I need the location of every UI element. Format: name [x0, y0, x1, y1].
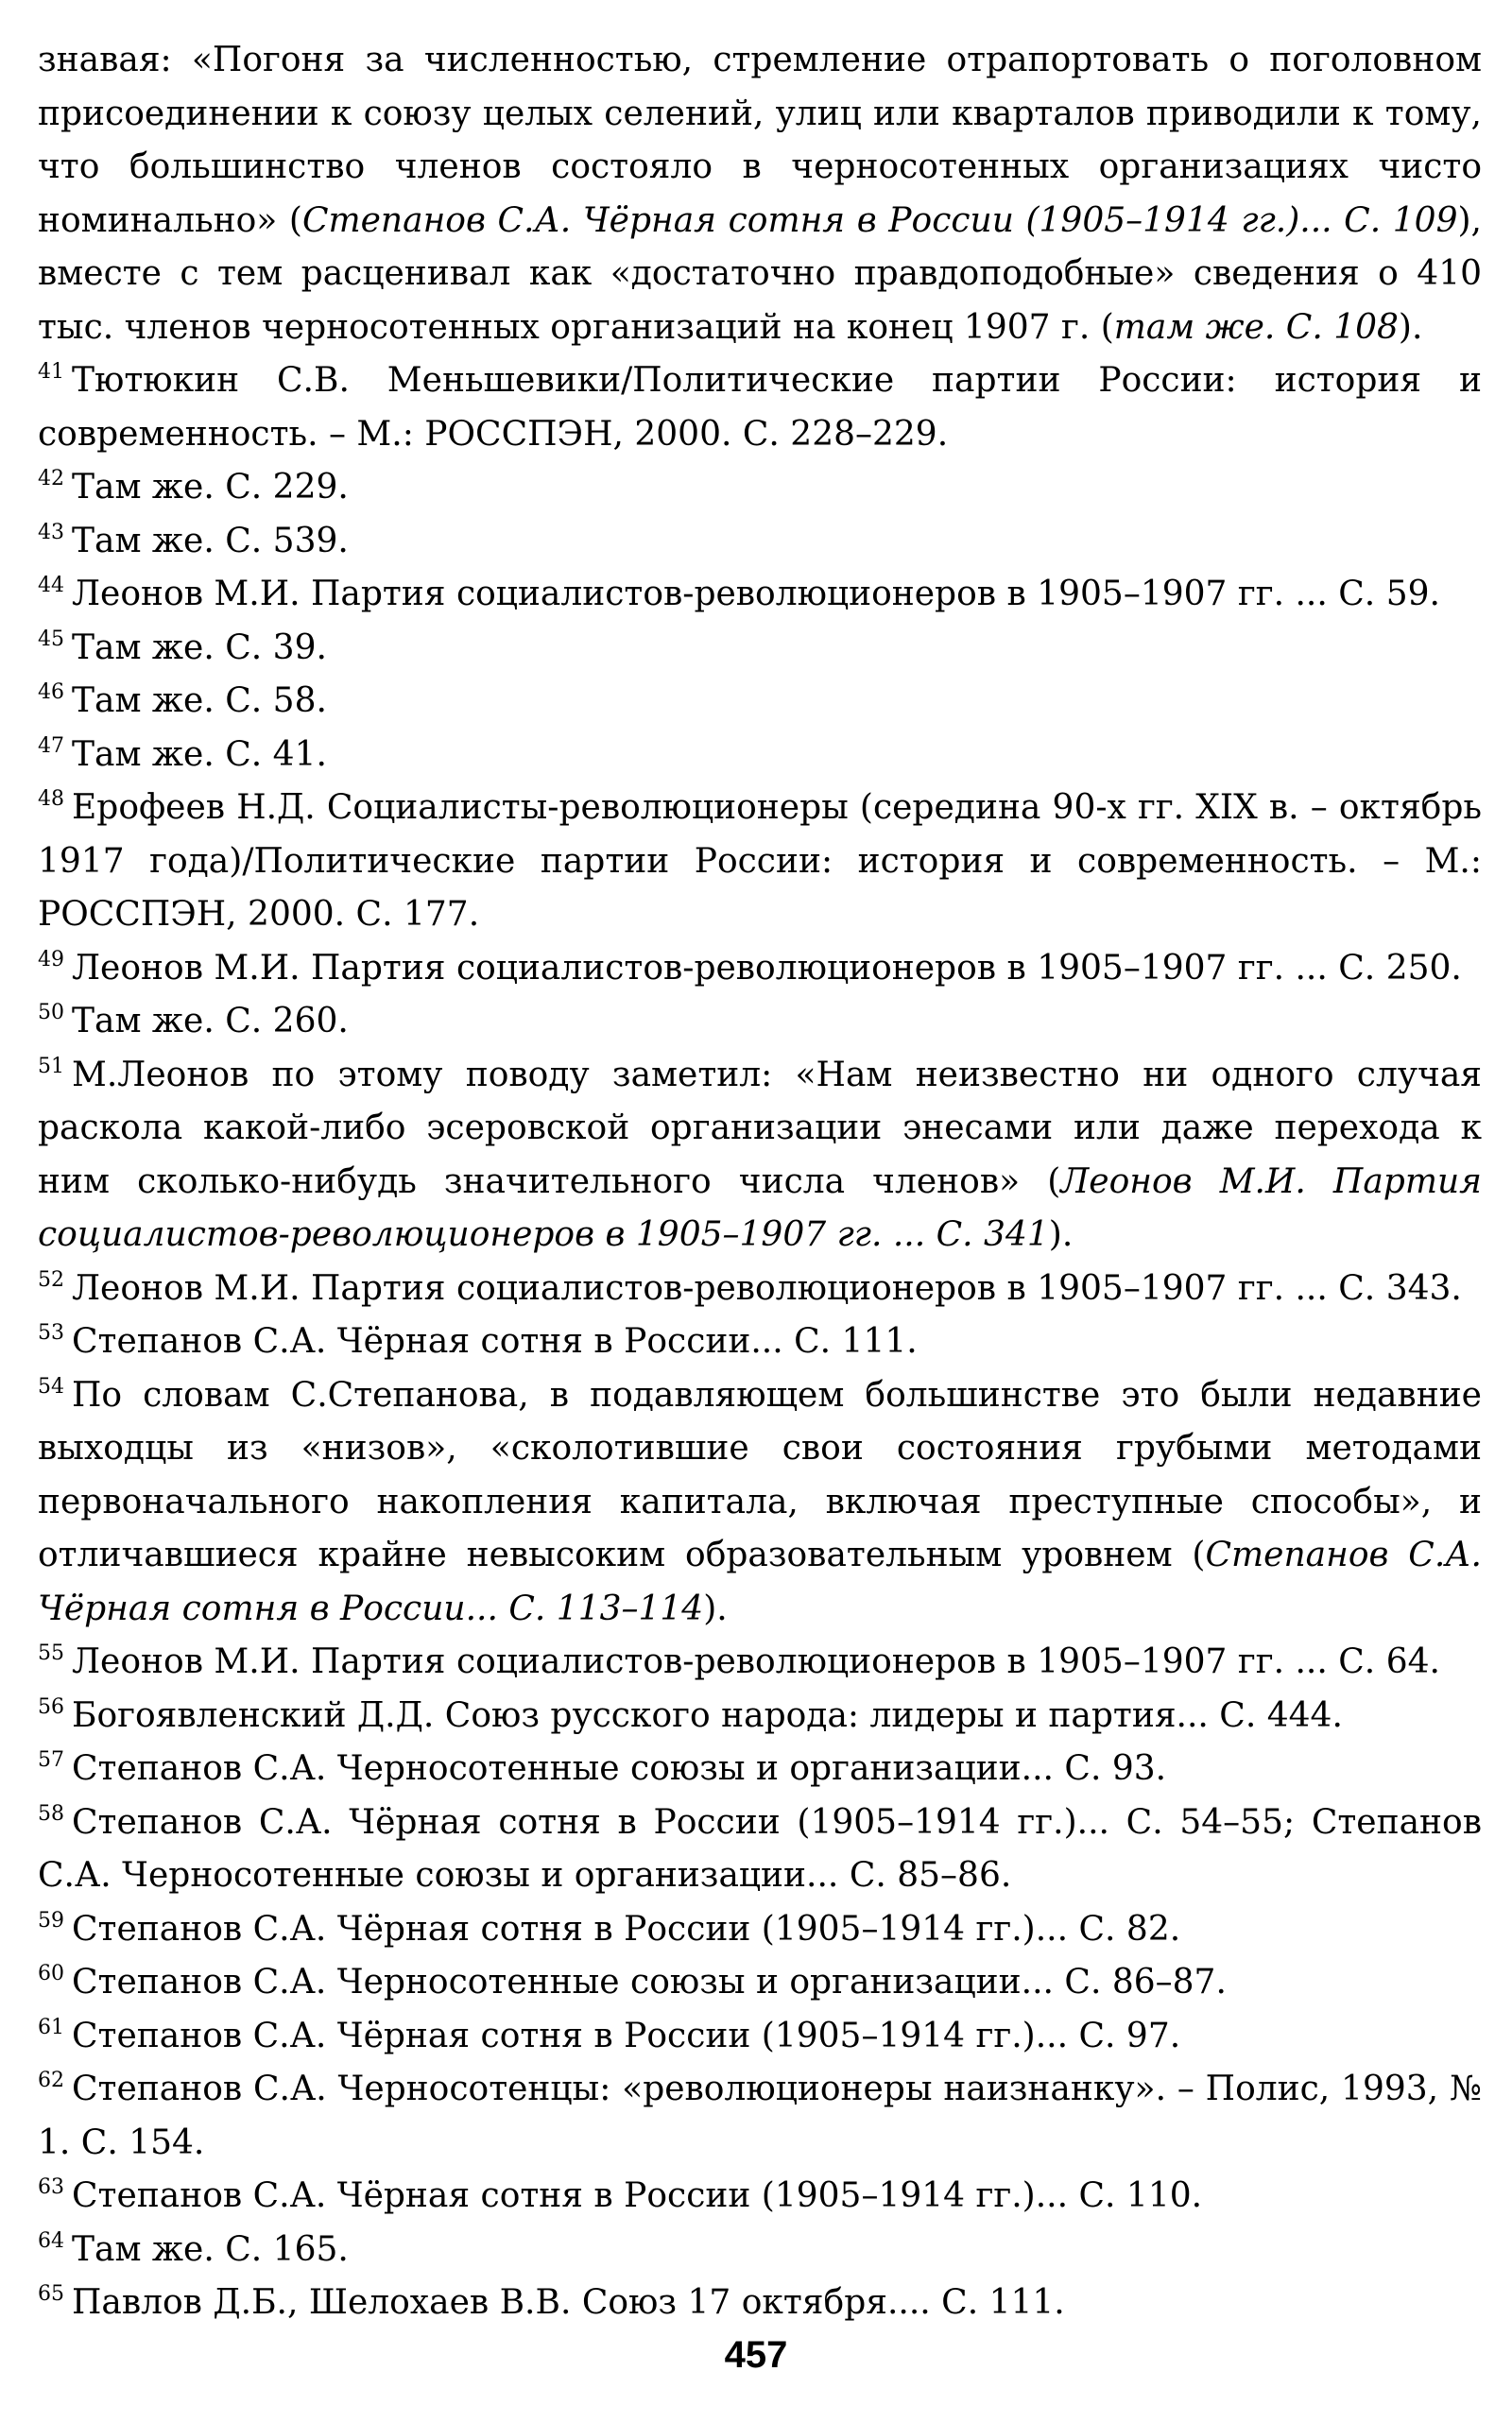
- footnote-51: $^{51}$ М.Леонов по этому поводу заметил: «Нам неизвестно ни одного случая раскола какой-либо эсеровской организации энесами или даже перехода к ним сколько-нибудь значительного числа членов» (Леонов М.И. Партия социалистов-революционеров в 1905–1907 гг. ... С. 341).: [38, 1054, 1482, 1254]
- footnote-number: 62: [38, 2069, 64, 2092]
- footnote-number: 58: [38, 1801, 64, 1826]
- footnote-45: $^{45}$ Там же. С. 39.: [38, 627, 327, 667]
- footnote-number: 53: [38, 1321, 64, 1345]
- citation: Леонов М.И. Партия социалистов-революционеров в 1905–1907 гг. ... С. 341: [38, 1161, 1482, 1254]
- footnote-number: 52: [38, 1267, 64, 1292]
- footnote-55: $^{55}$ Леонов М.И. Партия социалистов-революционеров в 1905–1907 гг. ... С. 64.: [38, 1641, 1440, 1681]
- footnote-number: 63: [38, 2175, 64, 2199]
- footnote-56: $^{56}$ Богоявленский Д.Д. Союз русского народа: лидеры и партия... С. 444.: [38, 1694, 1343, 1735]
- footnote-50: $^{50}$ Там же. С. 260.: [38, 1001, 349, 1040]
- footnote-47: $^{47}$ Там же. С. 41.: [38, 733, 327, 774]
- footnote-number: 61: [38, 2015, 64, 2039]
- footnote-52: $^{52}$ Леонов М.И. Партия социалистов-революционеров в 1905–1907 гг. ... С. 343.: [38, 1267, 1462, 1308]
- citation: Степанов С.А. Чёрная сотня в России... С. 113–114: [38, 1536, 1482, 1628]
- footnote-number: 51: [38, 1054, 64, 1078]
- footnote-43: $^{43}$ Там же. С. 539.: [38, 520, 349, 560]
- footnote-number: 44: [38, 574, 64, 597]
- citation: Степанов С.А. Чёрная сотня в России (1905–1914 гг.)... С. 109: [301, 200, 1458, 240]
- footnote-number: 59: [38, 1908, 64, 1933]
- footnote-number: 54: [38, 1374, 64, 1399]
- footnote-number: 48: [38, 787, 64, 811]
- footnote-44: $^{44}$ Леонов М.И. Партия социалистов-революционеров в 1905–1907 гг. ... С. 59.: [38, 574, 1440, 613]
- footnote-number: 65: [38, 2282, 64, 2306]
- footnote-42: $^{42}$ Там же. С. 229.: [38, 467, 349, 507]
- footnote-number: 55: [38, 1641, 64, 1665]
- footnote-number: 60: [38, 1962, 64, 1985]
- footnote-number: 46: [38, 680, 64, 704]
- footnote-number: 45: [38, 627, 64, 651]
- citation: там же. С. 108: [1113, 307, 1399, 347]
- footnotes: [38, 34, 1482, 2330]
- footnote-41: $^{41}$ Тютюкин С.В. Меньшевики/Политические партии России: история и современность. – М.: РОССПЭН, 2000. С. 228–229.: [38, 360, 1482, 454]
- footnote-63: $^{63}$ Степанов С.А. Чёрная сотня в России (1905–1914 гг.)... С. 110.: [38, 2175, 1203, 2215]
- footnote-48: $^{48}$ Ерофеев Н.Д. Социалисты-революционеры (середина 90-х гг. XIX в. – октябрь 1917 года)/Политические партии России: история и современность. – М.: РОССПЭН, 2000. С. 177.: [38, 787, 1482, 934]
- page-number: 457: [724, 2334, 788, 2376]
- footnote-number: 41: [38, 360, 64, 384]
- footnote-number: 56: [38, 1694, 64, 1719]
- footnote-60: $^{60}$ Степанов С.А. Черносотенные союзы и организации... С. 86–87.: [38, 1962, 1227, 2002]
- footnote-number: 43: [38, 520, 64, 544]
- footnote-number: 50: [38, 1001, 64, 1024]
- footnote-65: $^{65}$ Павлов Д.Б., Шелохаев В.В. Союз 17 октября.... С. 111.: [38, 2282, 1065, 2322]
- footnote-number: 64: [38, 2228, 64, 2253]
- footnote-number: 57: [38, 1748, 64, 1772]
- footnote-number: 42: [38, 467, 64, 490]
- footnote-number: 49: [38, 947, 64, 971]
- footnote-61: $^{61}$ Степанов С.А. Чёрная сотня в России (1905–1914 гг.)... С. 97.: [38, 2015, 1181, 2055]
- footnote-62: $^{62}$ Степанов С.А. Черносотенцы: «революционеры наизнанку». – Полис, 1993, № 1. С. 154.: [38, 2069, 1482, 2162]
- footnote-64: $^{64}$ Там же. С. 165.: [38, 2228, 349, 2269]
- footnote-continuation: знавая: «Погоня за численностью, стремление отрапортовать о поголовном присоединении к союзу целых селений, улиц или кварталов приводили к тому, что большинство членов состояло в черносотенных организациях чисто номинально» (Степанов С.А. Чёрная сотня в России (1905–1914 гг.)... С. 109), вместе с тем расценивал как «достаточно правдоподобные» сведения о 410 тыс. членов черносотенных организаций на конец 1907 г. (там же. С. 108).: [38, 41, 1482, 347]
- footnote-46: $^{46}$ Там же. С. 58.: [38, 680, 327, 720]
- footnote-number: 47: [38, 733, 64, 758]
- footnote-58: $^{58}$ Степанов С.А. Чёрная сотня в России (1905–1914 гг.)... С. 54–55; Степанов С.А. Черносотенные союзы и организации... С. 85–86.: [38, 1801, 1482, 1895]
- footnote-54: $^{54}$ По словам С.Степанова, в подавляющем большинстве это были недавние выходцы из «низов», «сколотившие свои состояния грубыми методами первоначального накопления капитала, включая преступные способы», и отличавшиеся крайне невысоким образовательным уровнем (Степанов С.А. Чёрная сотня в России... С. 113–114).: [38, 1374, 1482, 1628]
- footnote-49: $^{49}$ Леонов М.И. Партия социалистов-революционеров в 1905–1907 гг. ... С. 250.: [38, 947, 1462, 988]
- footnote-57: $^{57}$ Степанов С.А. Черносотенные союзы и организации... С. 93.: [38, 1748, 1167, 1788]
- footnote-59: $^{59}$ Степанов С.А. Чёрная сотня в России (1905–1914 гг.)... С. 82.: [38, 1908, 1181, 1949]
- footnote-53: $^{53}$ Степанов С.А. Чёрная сотня в России... С. 111.: [38, 1321, 918, 1361]
